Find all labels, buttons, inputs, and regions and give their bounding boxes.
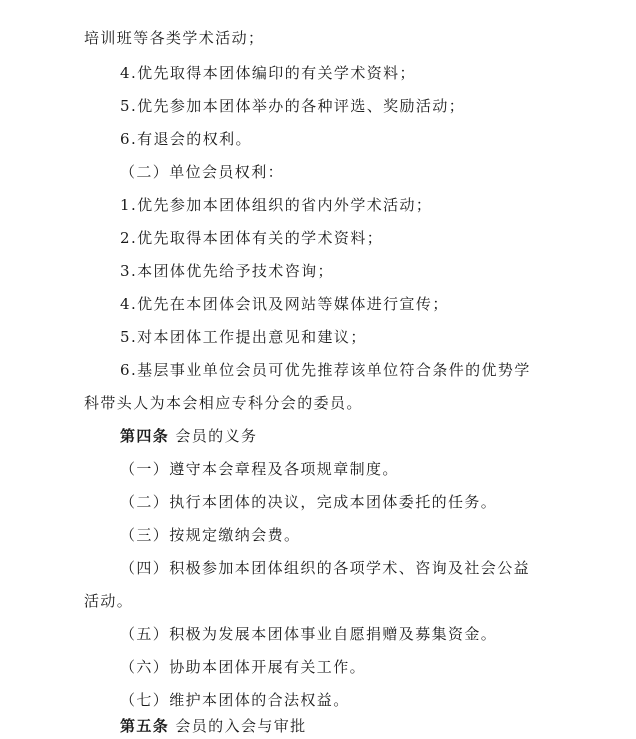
text-line: 4.优先取得本团体编印的有关学术资料； [120,64,416,82]
text-line: 5.对本团体工作提出意见和建议； [120,328,367,346]
text-line: 6.有退会的权利。 [120,130,252,148]
text-line: （二）执行本团体的决议，完成本团体委托的任务。 [120,493,498,511]
text-line: 2.优先取得本团体有关的学术资料； [120,229,384,247]
article-subject: 会员的义务 [169,427,258,445]
text-line: 活动。 [84,592,134,610]
text-line: （五）积极为发展本团体事业自愿捐赠及募集资金。 [120,625,498,643]
article-heading [120,426,636,446]
text-line: （二）单位会员权利： [120,163,285,181]
text-line: 5.优先参加本团体举办的各种评选、奖励活动； [120,97,466,115]
text-line: （三）按规定缴纳会费。 [120,526,301,544]
text-line: （七）维护本团体的合法权益。 [120,691,350,709]
text-line: 科带头人为本会相应专科分会的委员。 [84,394,363,412]
article-heading [120,716,636,736]
article-subject: 会员的入会与审批 [169,717,307,735]
text-line: 1.优先参加本团体组织的省内外学术活动； [120,196,433,214]
article-number: 第五条 [120,717,170,735]
text-line: 6.基层事业单位会员可优先推荐该单位符合条件的优势学 [120,361,531,379]
text-line: 4.优先在本团体会讯及网站等媒体进行宣传； [120,295,449,313]
text-line: （四）积极参加本团体组织的各项学术、咨询及社会公益 [120,559,531,577]
text-line: 3.本团体优先给予技术咨询； [120,262,334,280]
text-line: （一）遵守本会章程及各项规章制度。 [120,460,399,478]
text-line: （六）协助本团体开展有关工作。 [120,658,367,676]
article-number: 第四条 [120,427,170,445]
text-line: 培训班等各类学术活动； [84,29,265,47]
